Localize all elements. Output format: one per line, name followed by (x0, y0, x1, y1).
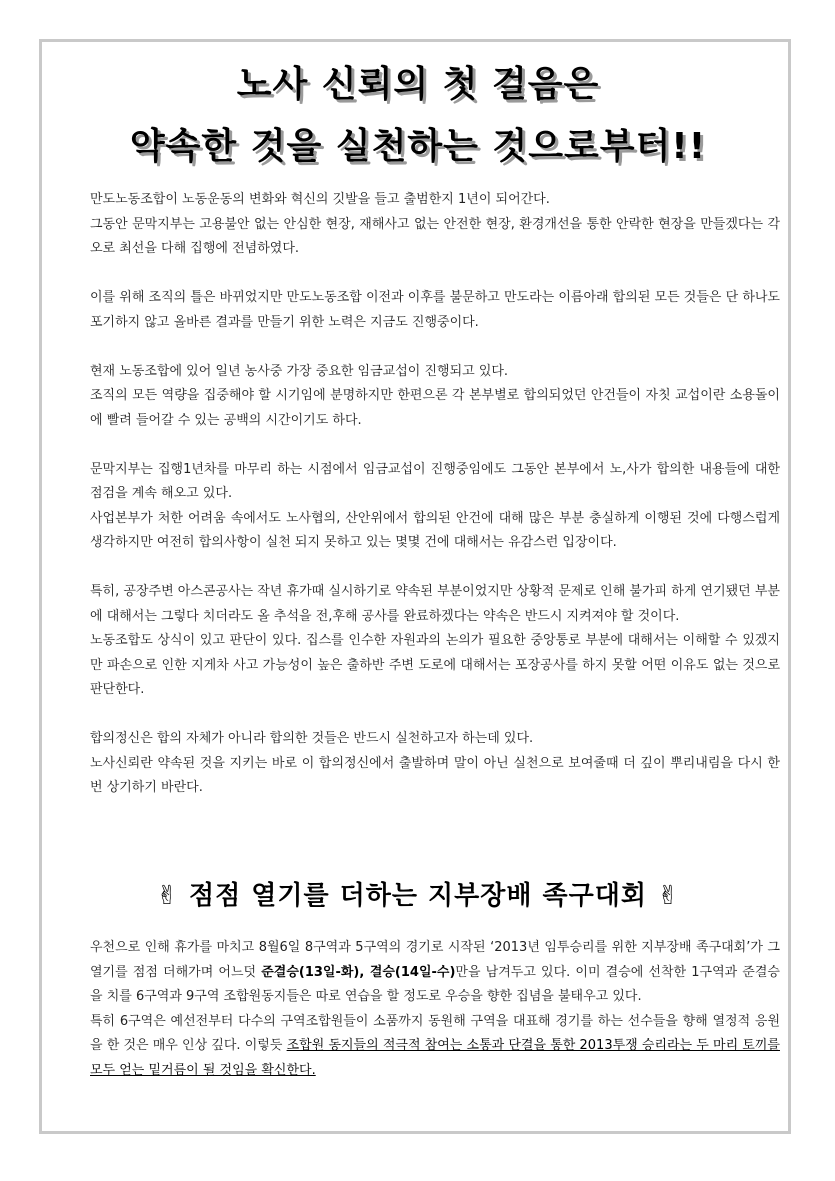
section-underlined-text: 조합원 동지들의 적극적 참여는 소통과 단결을 통한 2013투쟁 승리라는 두 마리 토끼를 모두 얻는 밑거름이 될 것임을 확신한다. (90, 1038, 780, 1078)
headline-line-2: 약속한 것을 실천하는 것으로부터!! (129, 126, 707, 167)
article-paragraph: 그동안 문막지부는 고용불안 없는 안심한 현장, 재해사고 없는 안전한 현장, 환경개선을 통한 안락한 현장을 만들겠다는 각오로 최선을 다해 집행에 전념하였다. (90, 216, 780, 256)
article-paragraph: 이를 위해 조직의 틀은 바뀌었지만 만도노동조합 이전과 이후를 불문하고 만도라는 이름아래 합의된 모든 것들은 단 하나도 포기하지 않고 올바른 결과를 만들기 위한 노력은 지금도 진행중이다. (90, 290, 780, 330)
article-paragraph: 만도노동조합이 노동운동의 변화와 혁신의 깃발을 들고 출범한지 1년이 되어간다. (90, 192, 550, 207)
article-paragraph: 노사신뢰란 약속된 것을 지키는 바로 이 합의정신에서 출발하며 말이 아닌 실천으로 보여줄때 더 깊이 뿌리내림을 다시 한번 상기하기 바란다. (90, 755, 780, 795)
section-highlight: 준결승(13일-화), 결승(14일-수) (261, 964, 456, 980)
victory-hand-icon: ✌ (156, 881, 179, 911)
article-paragraph: 조직의 모든 역량을 집중해야 할 시기임에 분명하지만 한편으론 각 본부별로 합의되었던 안건들이 자칫 교섭이란 소용돌이에 빨려 들어갈 수 있는 공백의 시간이기도 하다. (90, 388, 780, 428)
headline-line-1: 노사 신뢰의 첫 걸음은 (236, 64, 600, 105)
article-paragraph: 현재 노동조합에 있어 일년 농사중 가장 중요한 임금교섭이 진행되고 있다. (90, 363, 509, 379)
article-paragraph: 문막지부는 집행1년차를 마무리 하는 시점에서 임금교섭이 진행중임에도 그동안 본부에서 노,사가 합의한 내용들에 대한 점검을 계속 해오고 있다. (90, 461, 780, 501)
section-title-text: 점점 열기를 더하는 지부장배 족구대회 (188, 881, 648, 911)
section-text: 특히 6구역은 예선전부터 다수의 구역조합원들이 소품까지 동원해 구역을 대표해 경기를 하는 선수들을 향해 열정적 응원을 한 것은 매우 인상 깊다. 이렇듯 (90, 1013, 780, 1053)
section-text: 우천으로 인해 휴가를 마치고 8월6일 8구역과 5구역의 경기로 시작된 ‘2013년 임투승리를 위한 지부장배 족구대회’가 그 열기를 점점 더해가며 어느덧 (90, 940, 780, 980)
section-paragraph (90, 1010, 780, 1084)
article-paragraph: 특히, 공장주변 아스콘공사는 작년 휴가때 실시하기로 약속된 부분이었지만 상황적 문제로 인해 불가피 하게 연기됐던 부분에 대해서는 그렇다 치더라도 올 추석을 전,후해 공사를 완료하겠다는 약속은 반드시 지켜져야 할 것이다. (90, 584, 780, 624)
article-paragraph: 사업본부가 처한 어려움 속에서도 노사협의, 산안위에서 합의된 안건에 대해 많은 부분 충실하게 이행된 것에 다행스럽게 생각하지만 여전히 합의사항이 실천 되지 못하고 있는 몇몇 건에 대해서는 유감스런 입장이다. (90, 510, 780, 550)
section-paragraph (90, 936, 780, 1010)
article-body (90, 188, 780, 801)
article-paragraph: 노동조합도 상식이 있고 판단이 있다. 집스를 인수한 자원과의 논의가 필요한 중앙통로 부분에 대해서는 이해할 수 있겠지만 파손으로 인한 지게차 사고 가능성이 높은 출하반 주변 도로에 대해서는 포장공사를 하지 못할 어떤 이유도 없는 것으로 판단한다. (90, 633, 780, 697)
section-title (42, 875, 794, 912)
victory-hand-icon: ✌ (657, 881, 680, 911)
section-text: 만을 남겨두고 있다. 이미 결승에 선착한 1구역과 준결승을 치를 6구역과 9구역 조합원동지들은 따로 연습을 할 정도로 우승을 향한 집념을 불태우고 있다. (90, 964, 780, 1004)
article-paragraph: 합의정신은 합의 자체가 아니라 합의한 것들은 반드시 실천하고자 하는데 있다. (90, 731, 534, 746)
page-frame (39, 39, 791, 1134)
section-body (90, 936, 780, 1083)
